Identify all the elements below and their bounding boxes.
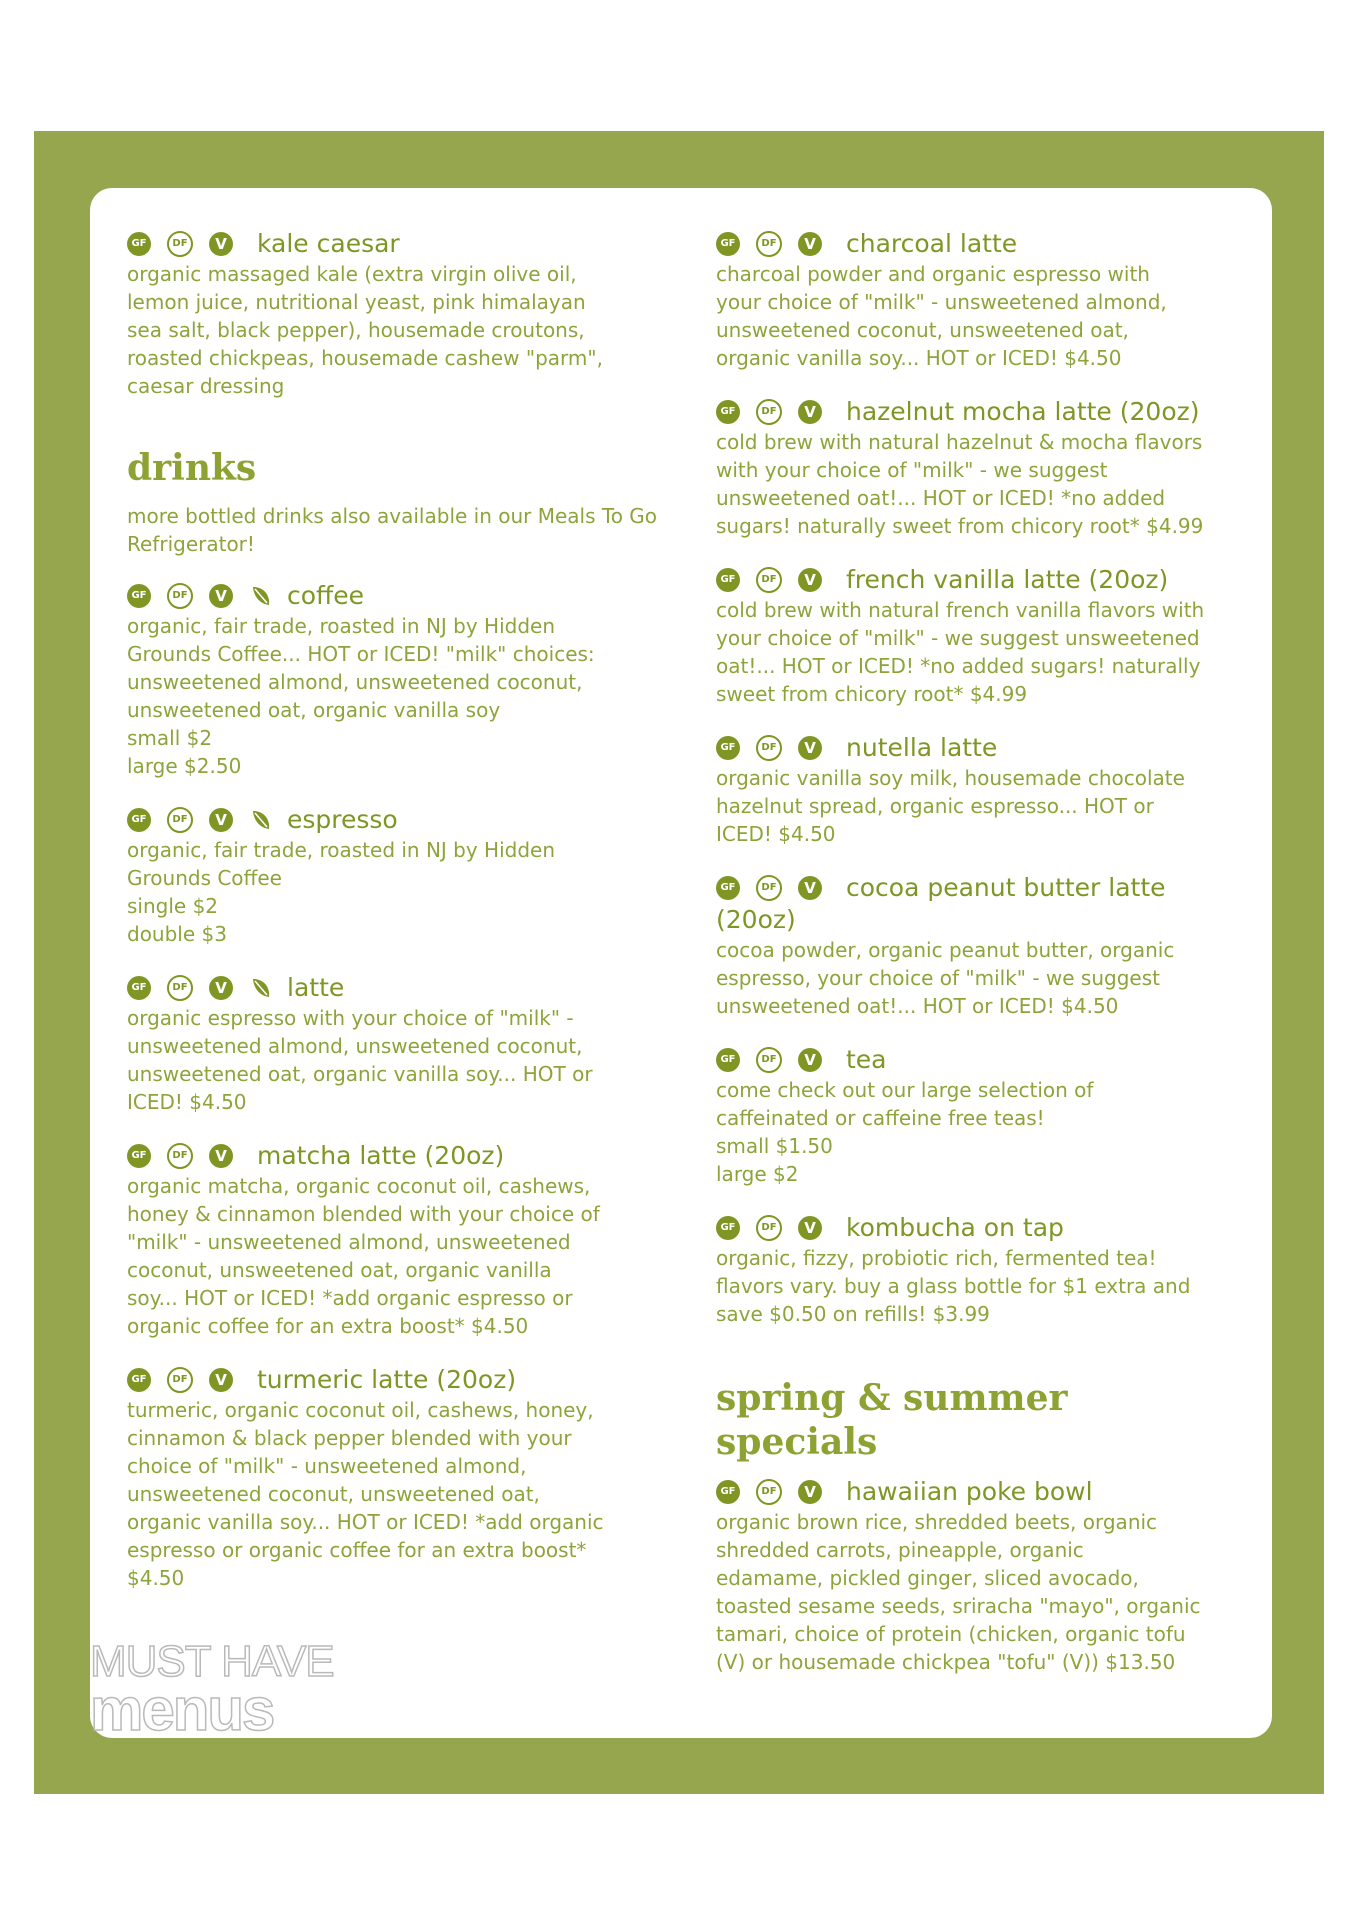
item-description: organic brown rice, shredded beets, organic shredded carrots, pineapple, organic edamame, pickled ginger, sliced avocado, toasted sesame seeds, sriracha "mayo", organic tamari, choice of protein (chicken, organic tofu (V) or housemade chickpea "tofu" (V)) $13.50 xyxy=(716,1510,1201,1674)
menu-item-hawaiian-poke-bowl xyxy=(716,1476,1256,1676)
menu-item-french-vanilla-latte xyxy=(716,564,1256,708)
gluten-free-icon: GF xyxy=(716,1048,740,1072)
gluten-free-icon: GF xyxy=(127,808,151,832)
gluten-free-icon: GF xyxy=(127,1368,151,1392)
vegan-icon: V xyxy=(209,1368,233,1392)
item-description: turmeric, organic coconut oil, cashews, honey, cinnamon & black pepper blended with your choice of "milk" - unsweetened almond, unsweetened coconut, unsweetened oat, organic vanilla soy... HOT or ICED! *add organic espresso or organic coffee for an extra boost* $4.50 xyxy=(127,1398,604,1590)
must-have-menus-watermark xyxy=(90,1637,380,1743)
item-header xyxy=(716,228,1256,260)
item-name-suffix: (20oz) xyxy=(716,905,796,934)
vegan-icon: V xyxy=(798,568,822,592)
vegan-icon: V xyxy=(209,584,233,608)
item-header xyxy=(716,1476,1256,1508)
item-name: hawaiian poke bowl xyxy=(846,1477,1093,1506)
item-description: organic matcha, organic coconut oil, cashews, honey & cinnamon blended with your choice of "milk" - unsweetened almond, unsweetened coconut, unsweetened oat, organic vanilla soy... HOT or ICED! *add organic espresso or organic coffee for an extra boost* $4.50 xyxy=(127,1174,600,1338)
vegan-icon: V xyxy=(798,876,822,900)
gluten-free-icon: GF xyxy=(127,976,151,1000)
item-header xyxy=(716,564,1256,596)
item-name: kombucha on tap xyxy=(846,1213,1064,1242)
section-title-specials: spring & summer specials xyxy=(716,1377,1068,1463)
right-column xyxy=(716,228,1256,1700)
item-description: cocoa powder, organic peanut butter, organic espresso, your choice of "milk" - we suggest unsweetened oat!... HOT or ICED! $4.50 xyxy=(716,938,1175,1018)
watermark-top-text: MUST HAVE xyxy=(90,1637,334,1686)
item-name: hazelnut mocha latte (20oz) xyxy=(846,397,1200,426)
vegan-icon: V xyxy=(798,1048,822,1072)
item-description: organic massaged kale (extra virgin olive oil, lemon juice, nutritional yeast, pink himalayan sea salt, black pepper), housemade croutons, roasted chickpeas, housemade cashew "parm", caesar dressing xyxy=(127,262,603,398)
item-description: charcoal powder and organic espresso with your choice of "milk" - unsweetened almond, unsweetened coconut, unsweetened oat, organic vanilla soy... HOT or ICED! $4.50 xyxy=(716,262,1167,370)
vegan-icon: V xyxy=(209,1144,233,1168)
item-description: come check out our large selection of caffeinated or caffeine free teas! small $1.50 large $2 xyxy=(716,1078,1094,1186)
item-header xyxy=(716,1212,1256,1244)
item-header xyxy=(127,1364,667,1396)
item-header xyxy=(127,804,667,836)
item-name: charcoal latte xyxy=(846,229,1018,258)
item-header xyxy=(716,732,1256,764)
left-column xyxy=(127,228,667,1616)
dairy-free-icon: DF xyxy=(756,399,782,425)
gluten-free-icon: GF xyxy=(716,400,740,424)
gluten-free-icon: GF xyxy=(716,568,740,592)
menu-item-tea xyxy=(716,1044,1256,1188)
item-header xyxy=(127,972,667,1004)
gluten-free-icon: GF xyxy=(127,1144,151,1168)
item-name: matcha latte (20oz) xyxy=(257,1141,505,1170)
dairy-free-icon: DF xyxy=(756,1479,782,1505)
dairy-free-icon: DF xyxy=(167,231,193,257)
gluten-free-icon: GF xyxy=(127,584,151,608)
item-name: cocoa peanut butter latte xyxy=(846,873,1166,902)
menu-item-latte xyxy=(127,972,667,1116)
item-name: french vanilla latte (20oz) xyxy=(846,565,1169,594)
item-name: latte xyxy=(287,973,345,1002)
item-header xyxy=(716,396,1256,428)
gluten-free-icon: GF xyxy=(127,232,151,256)
item-header xyxy=(716,872,1256,904)
item-name: coffee xyxy=(287,581,365,610)
vegan-icon: V xyxy=(798,736,822,760)
menu-item-espresso xyxy=(127,804,667,948)
vegan-icon: V xyxy=(798,1480,822,1504)
dairy-free-icon: DF xyxy=(167,1143,193,1169)
dairy-free-icon: DF xyxy=(756,875,782,901)
watermark-bottom-text: menus xyxy=(90,1676,274,1743)
item-name: turmeric latte (20oz) xyxy=(257,1365,517,1394)
item-name: kale caesar xyxy=(257,229,400,258)
vegan-icon: V xyxy=(798,1216,822,1240)
leaf-icon xyxy=(249,808,273,832)
dairy-free-icon: DF xyxy=(167,975,193,1001)
leaf-icon xyxy=(249,976,273,1000)
section-note: more bottled drinks also available in our Meals To Go Refrigerator! xyxy=(127,504,658,556)
gluten-free-icon: GF xyxy=(716,876,740,900)
item-description: organic, fair trade, roasted in NJ by Hidden Grounds Coffee single $2 double $3 xyxy=(127,838,556,946)
dairy-free-icon: DF xyxy=(756,567,782,593)
gluten-free-icon: GF xyxy=(716,1216,740,1240)
item-name: nutella latte xyxy=(846,733,998,762)
vegan-icon: V xyxy=(209,976,233,1000)
vegan-icon: V xyxy=(209,808,233,832)
item-name: tea xyxy=(846,1045,887,1074)
section-title-drinks: drinks xyxy=(127,447,257,489)
dairy-free-icon: DF xyxy=(167,583,193,609)
dairy-free-icon: DF xyxy=(756,1047,782,1073)
gluten-free-icon: GF xyxy=(716,1480,740,1504)
vegan-icon: V xyxy=(798,400,822,424)
dairy-free-icon: DF xyxy=(756,1215,782,1241)
vegan-icon: V xyxy=(798,232,822,256)
dairy-free-icon: DF xyxy=(756,231,782,257)
menu-item-kale-caesar xyxy=(127,228,667,400)
dairy-free-icon: DF xyxy=(756,735,782,761)
dairy-free-icon: DF xyxy=(167,807,193,833)
item-description: organic vanilla soy milk, housemade chocolate hazelnut spread, organic espresso... HOT or ICED! $4.50 xyxy=(716,766,1185,846)
item-header xyxy=(127,1140,667,1172)
gluten-free-icon: GF xyxy=(716,736,740,760)
item-description: organic, fizzy, probiotic rich, fermented tea! flavors vary. buy a glass bottle for $1 extra and save $0.50 on refills! $3.99 xyxy=(716,1246,1191,1326)
menu-item-matcha-latte xyxy=(127,1140,667,1340)
menu-item-turmeric-latte xyxy=(127,1364,667,1592)
menu-item-nutella-latte xyxy=(716,732,1256,848)
item-header xyxy=(127,580,667,612)
item-header xyxy=(716,1044,1256,1076)
leaf-icon xyxy=(249,584,273,608)
vegan-icon: V xyxy=(209,232,233,256)
item-description: organic espresso with your choice of "milk" - unsweetened almond, unsweetened coconut, unsweetened oat, organic vanilla soy... HOT or ICED! $4.50 xyxy=(127,1006,593,1114)
menu-item-charcoal-latte xyxy=(716,228,1256,372)
item-description: cold brew with natural hazelnut & mocha flavors with your choice of "milk" - we suggest unsweetened oat!... HOT or ICED! *no added sugars! naturally sweet from chicory root* $4.99 xyxy=(716,430,1204,538)
menu-item-cocoa-peanut-butter-latte xyxy=(716,872,1256,1020)
item-name: espresso xyxy=(287,805,398,834)
item-header xyxy=(127,228,667,260)
item-description: organic, fair trade, roasted in NJ by Hidden Grounds Coffee... HOT or ICED! "milk" choices: unsweetened almond, unsweetened coconut, unsweetened oat, organic vanilla soy small $2 large $2.50 xyxy=(127,614,595,778)
dairy-free-icon: DF xyxy=(167,1367,193,1393)
menu-item-kombucha xyxy=(716,1212,1256,1328)
gluten-free-icon: GF xyxy=(716,232,740,256)
menu-item-hazelnut-mocha-latte xyxy=(716,396,1256,540)
menu-item-coffee xyxy=(127,580,667,780)
item-description: cold brew with natural french vanilla flavors with your choice of "milk" - we suggest unsweetened oat!... HOT or ICED! *no added sugars! naturally sweet from chicory root* $4.99 xyxy=(716,598,1205,706)
